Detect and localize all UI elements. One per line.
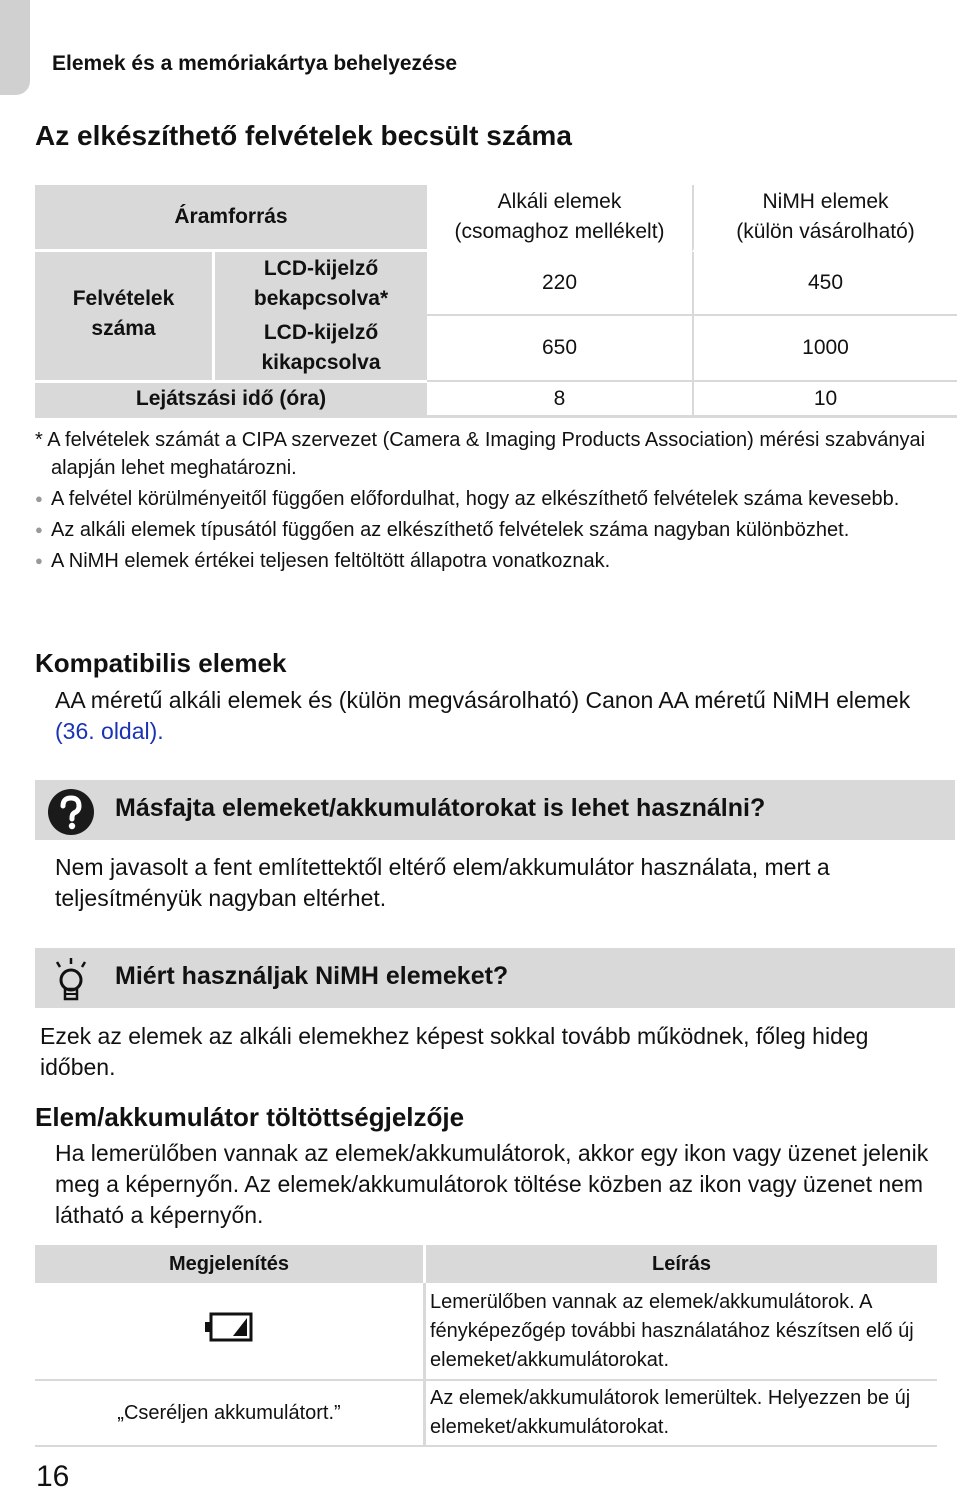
battery-indicator-text: Ha lemerülőben vannak az elemek/akkumulátorok, akkor egy ikon vagy üzenet jelenik meg a képernyőn. Az elemek/akkumulátorok töltése közben az ikon vagy üzenet nem látható a képernyőn. [55,1140,929,1228]
question-icon [47,788,95,836]
section-title-compatible: Kompatibilis elemek [35,648,287,678]
shots-table [35,185,957,418]
callout-text: Ezek az elemek az alkáli elemekhez képest sokkal tovább működnek, főleg hideg időben. [40,1023,869,1080]
note-item: ● A felvétel körülményeitől függően előfordulhat, hogy az elkészíthető felvételek száma kevesebb. [35,485,935,513]
value-playback-alkaline: 8 [427,380,692,418]
header-power-source: Áramforrás [35,185,427,252]
table-row [35,1283,937,1380]
value-lcd-on-nimh: 450 [692,252,957,316]
label-shots-count: Felvételek száma [35,252,212,380]
value-lcd-off-nimh: 1000 [692,316,957,380]
battery-low-icon [205,1312,253,1342]
value-playback-nimh: 10 [692,380,957,418]
callout-other-batteries [35,780,955,840]
compatible-text: AA méretű alkáli elemek és (külön megvásárolható) Canon AA méretű NiMH elemek (36. oldal). [55,687,911,744]
section-title-battery-indicator: Elem/akkumulátor töltöttségjelzője [35,1102,465,1132]
desc-empty-battery: Az elemek/akkumulátorok lemerültek. Helyezzen be új elemeket/akkumulátorokat. [425,1380,938,1446]
lightbulb-icon [47,956,95,1004]
header-display: Megjelenítés [35,1245,425,1283]
bullet-icon: ● [35,553,43,568]
label-playback-time: Lejátszási idő (óra) [35,380,427,418]
bullet-icon: ● [35,491,43,506]
page-link[interactable]: (36. oldal). [55,718,164,744]
note-item: ● Az alkáli elemek típusától függően az elkészíthető felvételek száma nagyban különbözhet. [35,516,935,544]
callout-title: Másfajta elemeket/akkumulátorokat is lehet használni? [115,794,766,822]
header-description: Leírás [425,1245,938,1283]
value-lcd-off-alkaline: 650 [541,336,578,359]
label-lcd-on: LCD-kijelző bekapcsolva* [212,252,427,316]
table-row [35,1380,937,1446]
label-lcd-off: LCD-kijelző kikapcsolva [212,316,427,380]
display-change-battery: „Cseréljen akkumulátort.” [35,1380,425,1446]
table-notes [35,426,935,578]
header-alkaline: Alkáli elemek (csomaghoz mellékelt) [427,185,692,252]
page-number: 16 [36,1460,70,1493]
callout-why-nimh [35,948,955,1008]
callout-text: Nem javasolt a fent említettektől eltérő elem/akkumulátor használata, mert a teljesítményük nagyban eltérhet. [55,854,830,911]
note-cipa: * A felvételek számát a CIPA szervezet (Camera & Imaging Products Association) mérési szabványai alapján lehet meghatározni. [35,429,926,479]
section-title-shots: Az elkészíthető felvételek becsült száma [35,120,572,151]
note-item: ● A NiMH elemek értékei teljesen feltöltött állapotra vonatkoznak. [35,547,935,575]
value-lcd-on-alkaline: 220 [427,252,692,316]
chapter-title: Elemek és a memóriakártya behelyezése [52,52,458,75]
callout-title: Miért használjak NiMH elemeket? [115,962,509,990]
bullet-icon: ● [35,522,43,537]
battery-indicator-table [35,1245,937,1447]
chapter-tab-marker [0,0,30,95]
header-nimh: NiMH elemek (külön vásárolható) [692,185,957,252]
desc-low-battery: Lemerülőben vannak az elemek/akkumulátorok. A fényképezőgép további használatához készítsen elő új elemeket/akkumulátorokat. [425,1283,938,1380]
